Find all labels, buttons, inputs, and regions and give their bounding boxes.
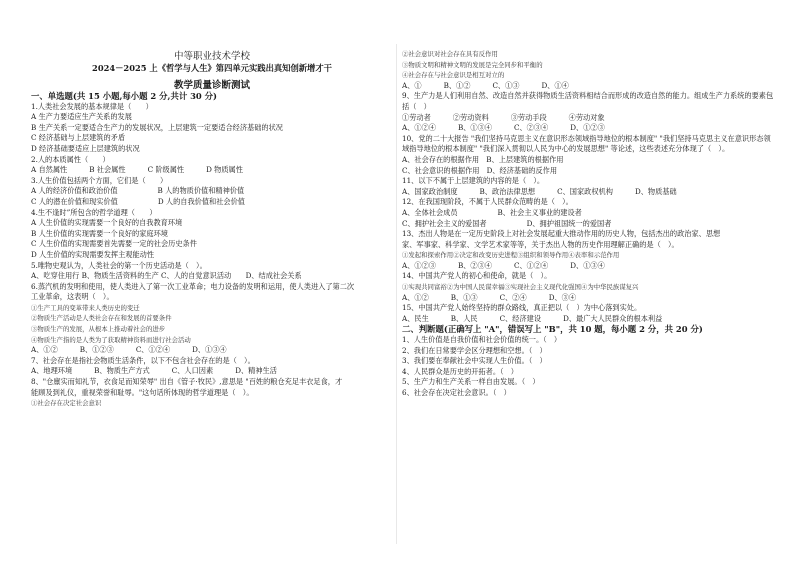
answer-option: C、①③ xyxy=(492,80,520,90)
question-line: 8、"仓廪实而知礼节，衣食足而知荣辱" 出自《管子·牧民》,意思是 "百姓的粮仓充足丰衣足食，才 xyxy=(31,377,343,387)
answer-option: D、最广大人民群众的根本利益 xyxy=(563,313,663,323)
answer-option: D 物质属性 xyxy=(206,165,243,175)
question-line: A 生产力要适应生产关系的发展 xyxy=(31,112,132,122)
question-line: 13、杰出人物是在一定历史阶段上对社会发展起重大推动作用的历史人物，包括杰出的政治家、思想 xyxy=(402,229,721,239)
answer-option: C、①②④ xyxy=(514,260,549,270)
answer-option: A、地理环境 xyxy=(31,366,73,376)
answer-option: D、①③④ xyxy=(570,260,605,270)
answer-option: D、拥护祖国统一的爱国者 xyxy=(526,218,612,228)
question-line: 3.人生价值包括两个方面，它们是（ ） xyxy=(31,175,168,185)
answer-option: C 人的潜在价值和现实价值 xyxy=(31,196,118,206)
question-line: 2.人的本质属性（ ） xyxy=(31,154,110,164)
question-line: ①发起和探索作用②决定和改变历史进程③组织和领导作用④表率和示范作用 xyxy=(402,251,620,260)
question-line: 工业革命，这表明（ ）。 xyxy=(31,292,114,302)
answer-options xyxy=(402,314,778,325)
answer-option: B 人的物质价值和精神价值 xyxy=(157,186,245,196)
school-name: 中等职业技术学校 xyxy=(173,51,250,62)
answer-option: C、国家政权机构 xyxy=(557,186,613,196)
answer-option: B 社会属性 xyxy=(89,165,126,175)
question-line: ②物质生产活动是人类社会存在和发展的首要条件 xyxy=(31,314,172,323)
question-line: 家、军事家、科学家、文学艺术家等等，关于杰出人物的历史作用理解正确的是（ ）。 xyxy=(402,239,679,249)
question-line: B 生产关系一定要适合生产力的发展状况，上层建筑一定要适合经济基础的状况 xyxy=(31,122,283,132)
answer-option: A、①②③ xyxy=(402,260,436,270)
answer-option: A、①② xyxy=(402,292,429,302)
answer-option: B、②③④ xyxy=(457,260,492,270)
question-line: 4、人民群众是历史的开拓者。（ ） xyxy=(402,366,518,376)
answer-option: D、精神生活 xyxy=(235,366,277,376)
question-line: D 经济基础要适应上层建筑的状况 xyxy=(31,143,140,153)
question-line: 12、在我国现阶段，不属于人民群众范畴的是（ ）。 xyxy=(402,197,573,207)
answer-option: ④劳动对象 xyxy=(568,112,605,122)
question-line: 能顾及到礼仪，重视荣誉和耻辱。"这句话所体现的哲学道理是（ ）。 xyxy=(31,387,254,397)
answer-option: C、拥护社会主义的爱国者 xyxy=(402,218,487,228)
question-line: C、社会意识的根据作用 D、经济基础的反作用 xyxy=(402,165,558,175)
section-heading: 一、单选题(共 15 小题,每小题 2 分,共计 30 分) xyxy=(31,91,218,101)
answer-option: A、①② xyxy=(31,345,58,355)
answer-options xyxy=(31,165,393,176)
answer-option: B、政治法律思想 xyxy=(479,186,536,196)
answer-option: B、①②③ xyxy=(79,345,114,355)
answer-option: B、①② xyxy=(443,80,471,90)
question-line: 3、我们要在奉献社会中实现人生价值。（ ） xyxy=(402,356,547,366)
question-line: 1.人类社会发展的基本规律是（ ） xyxy=(31,101,153,111)
answer-option: ②劳动资料 xyxy=(452,112,489,122)
answer-option: C、②③④ xyxy=(514,123,549,133)
left-column xyxy=(31,91,393,409)
question-line: 2、我们在日常要学会区分理想和空想。（ ） xyxy=(402,345,547,355)
answer-option: C 阶级属性 xyxy=(147,165,185,175)
exam-subtitle: 2024－2025 上《哲学与人生》第四单元实践出真知创新增才干 xyxy=(92,63,332,73)
question-line: 9、生产力是人们利用自然、改造自然并获得物质生活资料相结合而形成的改造自然的能力。组成生产力系统的要素包 xyxy=(402,91,774,101)
answer-options xyxy=(31,186,393,197)
section-heading: 二、判断题(正确写上 "A"，错误写上 "B"，共 10 题，每小题 2 分，共 20 分) xyxy=(402,324,703,335)
answer-option: A、①②④ xyxy=(402,123,436,133)
answer-options xyxy=(402,187,778,198)
answer-option: B、人民 xyxy=(450,313,478,323)
answer-options xyxy=(402,208,778,219)
answer-options xyxy=(402,293,778,304)
question-line: 6.蒸汽机的发明和使用，使人类进入了第一次工业革命；电力设备的发明和运用，使人类进入了第二次 xyxy=(31,281,355,291)
answer-option: D 人的自我价值和社会价值 xyxy=(157,196,245,206)
question-line: 域指导地位的根本制度" "我们深入贯彻以人民为中心的发展思想" 等论述，这些表述充分体现了（ ）。 xyxy=(402,144,730,154)
answer-options xyxy=(402,123,778,134)
answer-options xyxy=(402,81,778,92)
answer-options xyxy=(31,345,393,356)
answer-option: A 自然属性 xyxy=(31,165,68,175)
question-line: ①生产工具的变革带来人类历史的变迁 xyxy=(31,303,140,312)
question-line: 1、人生价值是自我价值和社会价值的统一。（ ） xyxy=(402,335,562,345)
column-divider xyxy=(396,44,397,544)
answer-option: A、① xyxy=(402,80,422,90)
question-line: ②社会意识对社会存在具有反作用 xyxy=(402,50,498,58)
answer-option: B、①③④ xyxy=(457,123,492,133)
question-line: ③物质文明和精神文明的发展是完全同步和平衡的 xyxy=(402,60,543,69)
question-line: 5.唯物史观认为，人类社会的第一个历史活动是（ ）。 xyxy=(31,260,207,270)
question-line: A 人生价值的实现需要一个良好的自我教育环境 xyxy=(31,218,183,228)
answer-options xyxy=(31,366,393,377)
answer-option: D、①④ xyxy=(541,80,569,90)
answer-option: C、①②④ xyxy=(135,345,171,355)
question-line: C 人生价值的实现需要首先需要一定的社会历史条件 xyxy=(31,239,197,249)
answer-option: B、社会主义事业的建设者 xyxy=(497,207,582,217)
question-line: 括（ ） xyxy=(402,101,431,111)
answer-option: D、物质基础 xyxy=(634,186,677,196)
question-line: ①实现共同富裕②为中国人民谋幸福③实现社会主义现代化强国④为中华民族谋复兴 xyxy=(402,283,639,292)
answer-option: D、③④ xyxy=(548,292,577,302)
answer-option: D、①②③ xyxy=(570,123,605,133)
answer-options xyxy=(402,261,778,272)
exam-title: 教学质量诊断测试 xyxy=(173,80,250,91)
answer-option: A 人的经济价值和政治价值 xyxy=(31,186,118,196)
question-line: 14、中国共产党人的初心和使命，就是（ ）。 xyxy=(402,271,552,281)
answer-option: ③劳动手段 xyxy=(510,112,547,122)
question-line: ④社会存在与社会意识是相互对立的 xyxy=(402,71,505,80)
answer-option: A、民生 xyxy=(402,313,429,323)
answer-options xyxy=(31,197,393,208)
question-line: 4.生不逢时”所包含的哲学道理（ ） xyxy=(31,207,157,217)
question-line: 7、社会存在是指社会物质生活条件，以下不包含社会存在的是（ ）。 xyxy=(31,355,255,365)
answer-option: D、①③④ xyxy=(192,345,227,355)
question-line: A、吃穿住用行 B、物质生活资料的生产 C、人的自觉意识活动 D、结成社会关系 xyxy=(31,271,302,281)
question-line: ③物质生产的发展，从根本上推动着社会的进步 xyxy=(31,325,166,334)
question-line: 11、以下不属于上层建筑的内容的是（ ）。 xyxy=(402,176,545,186)
answer-option: C、人口因素 xyxy=(171,366,214,376)
question-line: C 经济基础与上层建筑的矛盾 xyxy=(31,133,126,143)
answer-options xyxy=(402,219,778,230)
answer-option: A、全体社会成员 xyxy=(402,207,458,217)
question-line: 15、中国共产党人始终坚持的群众路线，真正把以（ ）为中心落到实处。 xyxy=(402,303,642,313)
question-line: 6、社会存在决定社会意识。（ ） xyxy=(402,388,511,397)
question-line: D 人生价值的实现需要发挥主观能动性 xyxy=(31,249,155,259)
answer-option: A、国家政治制度 xyxy=(402,186,458,196)
question-line: 5、生产力和生产关系一样自由发展。（ ） xyxy=(402,377,540,387)
right-column xyxy=(402,49,778,399)
answer-option: B、物质生产方式 xyxy=(94,366,150,376)
answer-option: B、①③ xyxy=(450,292,478,302)
question-line: 10、党的二十大报告 "我们坚持马克思主义在意识形态领域指导地位的根本制度" "我们坚持马克思主义在意识形态领 xyxy=(402,133,771,143)
answer-option: C、②④ xyxy=(499,292,527,302)
answer-options xyxy=(402,113,778,124)
question-line: ④物质生产指的是人类为了获取精神资料而进行社会活动 xyxy=(31,335,191,344)
answer-option: C、经济建设 xyxy=(499,313,542,323)
question-line: A、社会存在的根据作用 B、上层建筑的根据作用 xyxy=(402,154,564,164)
answer-option: ①劳动者 xyxy=(402,112,431,122)
question-line: B 人生价值的实现需要一个良好的家庭环境 xyxy=(31,228,168,238)
question-line: ①社会存在决定社会意识 xyxy=(31,399,102,408)
